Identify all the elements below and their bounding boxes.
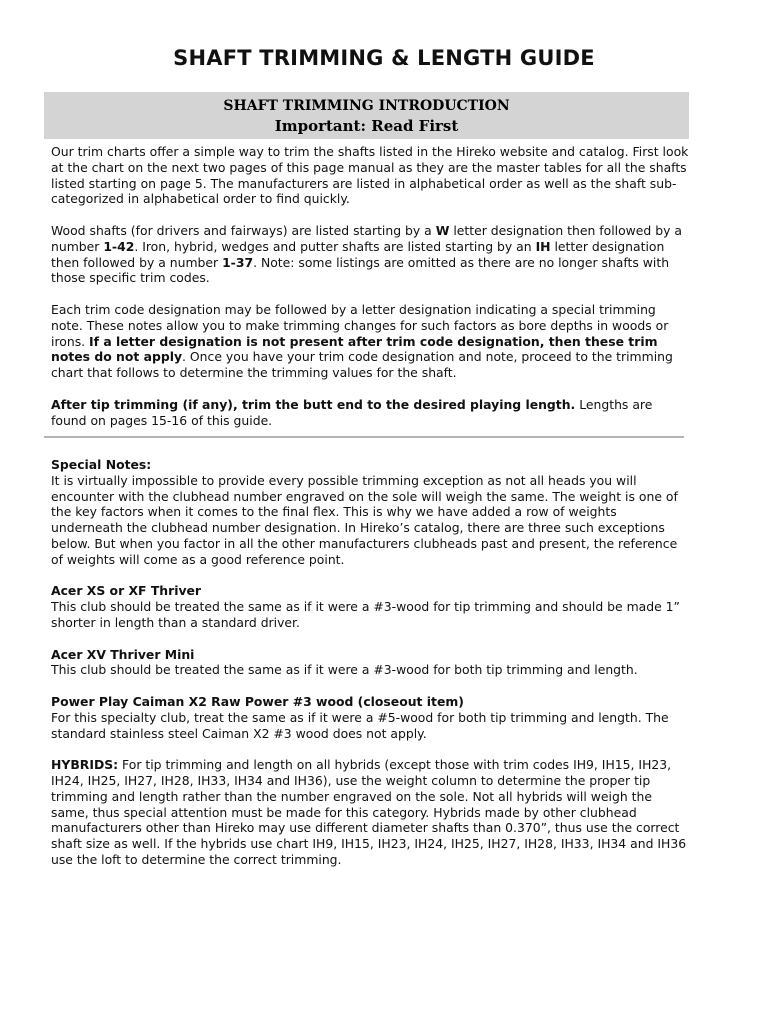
paragraph-overview: Our trim charts offer a simple way to trim the shafts listed in the Hireko website and catalog. First look at the chart on the next two pages of this page manual as they are the master tables for all the shafts listed starting on page 5. The manufacturers are listed in alphabetical order as well as the shaft sub-categorized in alphabetical order to find quickly. bbox=[51, 144, 689, 207]
acer-xv-heading bbox=[51, 647, 691, 663]
bold-w: W bbox=[435, 222, 450, 238]
special-notes-body: It is virtually impossible to provide every possible trimming exception as not all heads you will encounter with the clubhead number engraved on the sole will weigh the same. The weight is one of the key factors when it comes to the final flex. This is why we have added a row of weights underneath the clubhead number designation. In Hireko’s catalog, there are three such exceptions below. But when you factor in all the other manufacturers clubheads past and present, the reference of weights will come as a good reference point. bbox=[51, 472, 678, 567]
text-run: letter designation then followed by a number bbox=[51, 222, 682, 254]
heading-text: Special Notes: bbox=[51, 457, 152, 472]
bold-range-iron: 1-37 bbox=[222, 254, 254, 270]
intro-subheading: Important: Read First bbox=[274, 117, 459, 135]
acer-xv-body: This club should be treated the same as if it were a #3-wood for both tip trimming and length. bbox=[51, 662, 638, 678]
special-notes-heading bbox=[51, 457, 691, 473]
text-run: Wood shafts (for drivers and fairways) are listed starting by a bbox=[51, 222, 436, 238]
paragraph-butt-trim bbox=[51, 397, 691, 429]
text-run: Lengths are found on pages 15-16 of this guide. bbox=[51, 396, 653, 428]
heading-text: Acer XV Thriver Mini bbox=[51, 646, 195, 662]
text-run: . Once you have your trim code designation and note, proceed to the trimming chart that follows to determine the trimming values for the shaft. bbox=[51, 349, 673, 381]
heading-text: Power Play Caiman X2 Raw Power #3 wood (closeout item) bbox=[51, 693, 464, 709]
page-title: SHAFT TRIMMING & LENGTH GUIDE bbox=[173, 46, 595, 70]
text-run: . Note: some listings are omitted as there are no longer shafts with those specific trim codes. bbox=[51, 254, 670, 286]
section-divider bbox=[44, 436, 684, 438]
hybrids-label: HYBRIDS: bbox=[51, 757, 119, 773]
bold-range-wood: 1-42 bbox=[103, 238, 135, 254]
bold-letter-note: If a letter designation is not present after trim code designation, then these trim notes do not apply bbox=[51, 333, 658, 365]
special-notes-section bbox=[51, 457, 691, 868]
paragraph-trim-codes bbox=[51, 223, 691, 286]
heading-text: Acer XS or XF Thriver bbox=[51, 583, 202, 599]
paragraph-letter-designation bbox=[51, 302, 691, 381]
bold-butt-trim: After tip trimming (if any), trim the butt end to the desired playing length. bbox=[51, 396, 576, 412]
acer-xs-body: This club should be treated the same as if it were a #3-wood for tip trimming and should be made 1” shorter in length than a standard driver. bbox=[51, 599, 680, 630]
text-run: letter designation then followed by a number bbox=[51, 238, 665, 270]
bold-ih: IH bbox=[535, 238, 551, 254]
intro-banner bbox=[44, 92, 689, 139]
intro-content bbox=[51, 144, 691, 428]
power-play-body: For this specialty club, treat the same as if it were a #5-wood for both tip trimming and length. The standard stainless steel Caiman X2 #3 wood does not apply. bbox=[51, 709, 669, 741]
hybrids-paragraph bbox=[51, 757, 691, 868]
text-run: . Iron, hybrid, wedges and putter shafts are listed starting by an bbox=[134, 238, 536, 254]
text-run: Each trim code designation may be followed by a letter designation indicating a special trimming note. These notes allow you to make trimming changes for such factors as bore depths in woods or irons. bbox=[51, 301, 669, 349]
intro-heading: SHAFT TRIMMING INTRODUCTION bbox=[223, 98, 510, 114]
hybrids-body: For tip trimming and length on all hybrids (except those with trim codes IH9, IH15, IH23, IH24, IH25, IH27, IH28, IH33, IH34 and IH36), use the weight column to determine the proper tip trimming and length rather than the number engraved on the sole. Not all hybrids will weigh the same, thus special attention must be made for this category. Hybrids made by other clubhead manufacturers other than Hireko may use different diameter shafts than 0.370”, thus use the correct shaft size as well. If the hybrids use chart IH9, IH15, IH23, IH24, IH25, IH27, IH28, IH33, IH34 and IH36 use the loft to determine the correct trimming. bbox=[51, 757, 687, 867]
acer-xs-heading bbox=[51, 583, 691, 599]
power-play-heading bbox=[51, 694, 691, 710]
